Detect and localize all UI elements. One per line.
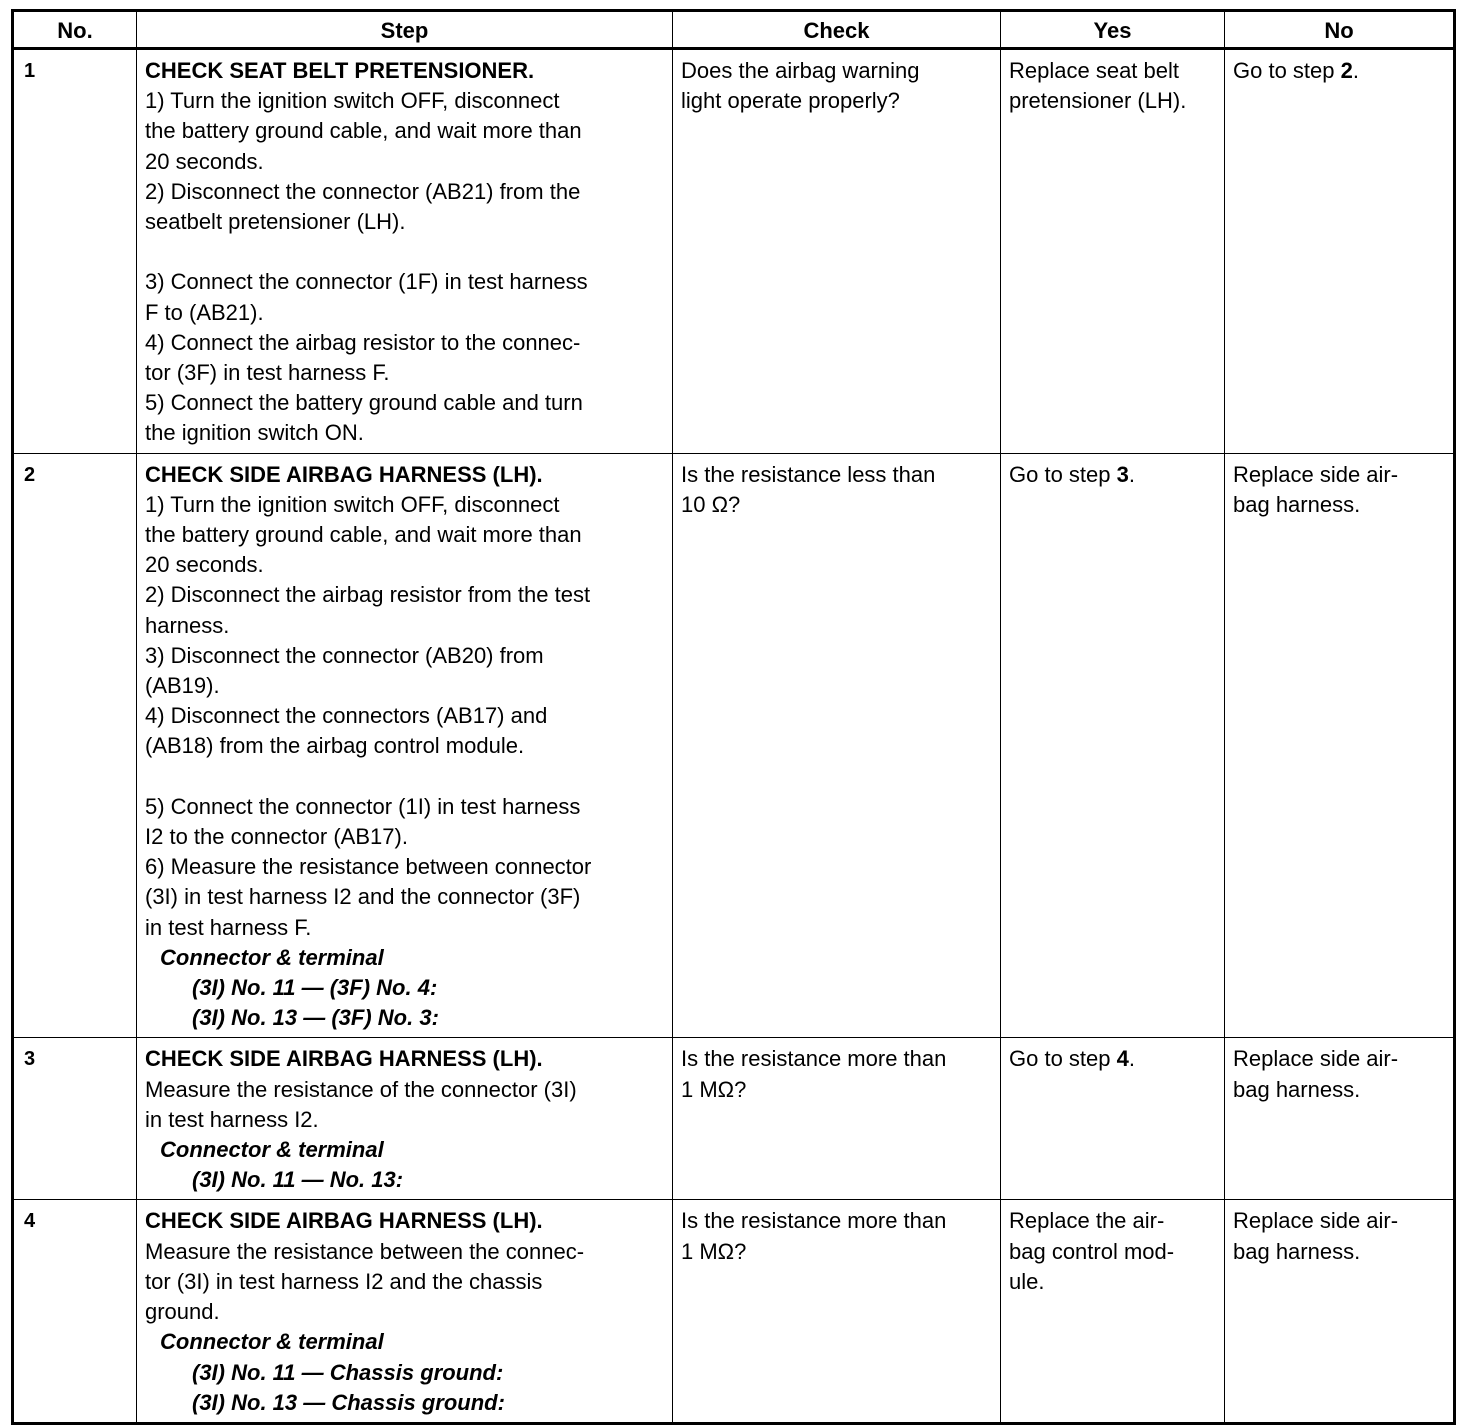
step-line: in test harness I2. bbox=[145, 1106, 319, 1132]
step-line: seatbelt pretensioner (LH). bbox=[145, 209, 406, 235]
no-cell bbox=[1225, 49, 1455, 454]
step-line: 3) Disconnect the connector (AB20) from bbox=[145, 642, 544, 668]
step-number-cell bbox=[13, 1038, 137, 1200]
check-line: Is the resistance more than bbox=[681, 1208, 947, 1234]
step-reference: 4 bbox=[1116, 1046, 1129, 1072]
no-line: Replace side air- bbox=[1233, 1046, 1399, 1072]
step-number-cell bbox=[13, 1200, 137, 1423]
no-cell bbox=[1225, 1200, 1455, 1423]
yes-action: Go to step 3. bbox=[1009, 461, 1135, 487]
column-header-check: Check bbox=[673, 11, 1001, 49]
step-reference: 2 bbox=[1340, 58, 1353, 83]
step-line: I2 to the connector (AB17). bbox=[145, 824, 408, 850]
step-line: the battery ground cable, and wait more than bbox=[145, 118, 582, 144]
step-line: (AB19). bbox=[145, 673, 220, 699]
step-line: 5) Connect the battery ground cable and turn bbox=[145, 390, 583, 416]
step-title: CHECK SIDE AIRBAG HARNESS (LH). bbox=[145, 461, 543, 487]
step-line: 1) Turn the ignition switch OFF, disconnect bbox=[145, 491, 560, 517]
step-line: ground. bbox=[145, 1299, 220, 1325]
no-line: Replace side air- bbox=[1233, 1208, 1399, 1234]
step-line: Measure the resistance of the connector (3I) bbox=[145, 1076, 577, 1102]
yes-line: pretensioner (LH). bbox=[1009, 88, 1187, 114]
yes-line: Replace the air- bbox=[1009, 1208, 1165, 1234]
step-cell bbox=[137, 49, 673, 454]
connector-terminal-spec: (3I) No. 11 — Chassis ground: bbox=[192, 1359, 504, 1385]
step-line: in test harness F. bbox=[145, 914, 312, 940]
step-line: Measure the resistance between the connec- bbox=[145, 1238, 585, 1264]
connector-terminal-spec: (3I) No. 13 — Chassis ground: bbox=[192, 1389, 505, 1415]
step-number: 4 bbox=[24, 1210, 36, 1233]
table-row bbox=[13, 49, 1455, 454]
check-line: light operate properly? bbox=[681, 88, 900, 114]
connector-terminal-heading: Connector & terminal bbox=[160, 944, 384, 970]
yes-line: ule. bbox=[1009, 1268, 1045, 1294]
step-title: CHECK SIDE AIRBAG HARNESS (LH). bbox=[145, 1208, 543, 1234]
column-header-no: No. bbox=[13, 11, 137, 49]
yes-action: Go to step 4. bbox=[1009, 1046, 1135, 1072]
step-line: 4) Disconnect the connectors (AB17) and bbox=[145, 703, 548, 729]
step-line: tor (3I) in test harness I2 and the chassis bbox=[145, 1268, 543, 1294]
connector-terminal-heading: Connector & terminal bbox=[160, 1329, 384, 1355]
header-row bbox=[13, 11, 1455, 49]
step-cell bbox=[137, 1200, 673, 1423]
table-row bbox=[13, 453, 1455, 1038]
step-cell bbox=[137, 1038, 673, 1200]
no-line: Replace side air- bbox=[1233, 461, 1399, 487]
no-action: Go to step 2. bbox=[1233, 58, 1359, 83]
check-line: Is the resistance more than bbox=[681, 1046, 947, 1072]
step-line: 5) Connect the connector (1I) in test harness bbox=[145, 793, 581, 819]
check-cell bbox=[673, 1200, 1001, 1423]
yes-cell bbox=[1001, 1200, 1225, 1423]
table-row bbox=[13, 1200, 1455, 1423]
yes-cell bbox=[1001, 1038, 1225, 1200]
step-line: tor (3F) in test harness F. bbox=[145, 360, 390, 386]
step-number: 2 bbox=[24, 463, 36, 486]
step-line: 6) Measure the resistance between connector bbox=[145, 854, 592, 880]
step-title: CHECK SIDE AIRBAG HARNESS (LH). bbox=[145, 1046, 543, 1072]
table-row bbox=[13, 1038, 1455, 1200]
connector-terminal-spec: (3I) No. 13 — (3F) No. 3: bbox=[192, 1005, 439, 1031]
connector-terminal-spec: (3I) No. 11 — No. 13: bbox=[192, 1167, 404, 1193]
step-line: 20 seconds. bbox=[145, 552, 264, 578]
step-number: 1 bbox=[24, 60, 36, 82]
connector-terminal-spec: (3I) No. 11 — (3F) No. 4: bbox=[192, 975, 438, 1001]
step-cell bbox=[137, 453, 673, 1038]
check-cell bbox=[673, 1038, 1001, 1200]
yes-line: bag control mod- bbox=[1009, 1238, 1175, 1264]
step-line: (3I) in test harness I2 and the connector (3F) bbox=[145, 884, 581, 910]
diagnostic-table bbox=[11, 9, 1456, 1425]
column-header-step: Step bbox=[137, 11, 673, 49]
column-header-no-result: No bbox=[1225, 11, 1455, 49]
step-line: harness. bbox=[145, 612, 230, 638]
step-line: the ignition switch ON. bbox=[145, 420, 364, 446]
yes-line: Replace seat belt bbox=[1009, 58, 1179, 83]
step-line: 3) Connect the connector (1F) in test harness bbox=[145, 269, 588, 295]
step-number-cell bbox=[13, 49, 137, 454]
no-cell bbox=[1225, 1038, 1455, 1200]
check-line: 1 MΩ? bbox=[681, 1238, 747, 1264]
paragraph-gap bbox=[145, 237, 664, 267]
check-line: 1 MΩ? bbox=[681, 1076, 747, 1102]
step-line: (AB18) from the airbag control module. bbox=[145, 733, 525, 759]
check-line: 10 Ω? bbox=[681, 491, 741, 517]
column-header-yes: Yes bbox=[1001, 11, 1225, 49]
step-number: 3 bbox=[24, 1048, 36, 1071]
no-line: bag harness. bbox=[1233, 1076, 1361, 1102]
no-cell bbox=[1225, 453, 1455, 1038]
step-number-cell bbox=[13, 453, 137, 1038]
connector-terminal-heading: Connector & terminal bbox=[160, 1137, 384, 1163]
step-reference: 3 bbox=[1116, 461, 1129, 487]
paragraph-gap bbox=[145, 762, 664, 792]
step-title: CHECK SEAT BELT PRETENSIONER. bbox=[145, 58, 535, 83]
step-line: 1) Turn the ignition switch OFF, disconnect bbox=[145, 88, 560, 114]
check-cell bbox=[673, 453, 1001, 1038]
step-line: 2) Disconnect the connector (AB21) from the bbox=[145, 178, 581, 204]
yes-cell bbox=[1001, 453, 1225, 1038]
step-line: the battery ground cable, and wait more than bbox=[145, 522, 582, 548]
check-line: Is the resistance less than bbox=[681, 461, 936, 487]
step-line: F to (AB21). bbox=[145, 299, 264, 325]
step-line: 2) Disconnect the airbag resistor from the test bbox=[145, 582, 591, 608]
check-cell bbox=[673, 49, 1001, 454]
no-line: bag harness. bbox=[1233, 491, 1361, 517]
step-line: 4) Connect the airbag resistor to the connec- bbox=[145, 329, 581, 355]
yes-cell bbox=[1001, 49, 1225, 454]
step-line: 20 seconds. bbox=[145, 148, 264, 174]
check-line: Does the airbag warning bbox=[681, 58, 920, 83]
no-line: bag harness. bbox=[1233, 1238, 1361, 1264]
